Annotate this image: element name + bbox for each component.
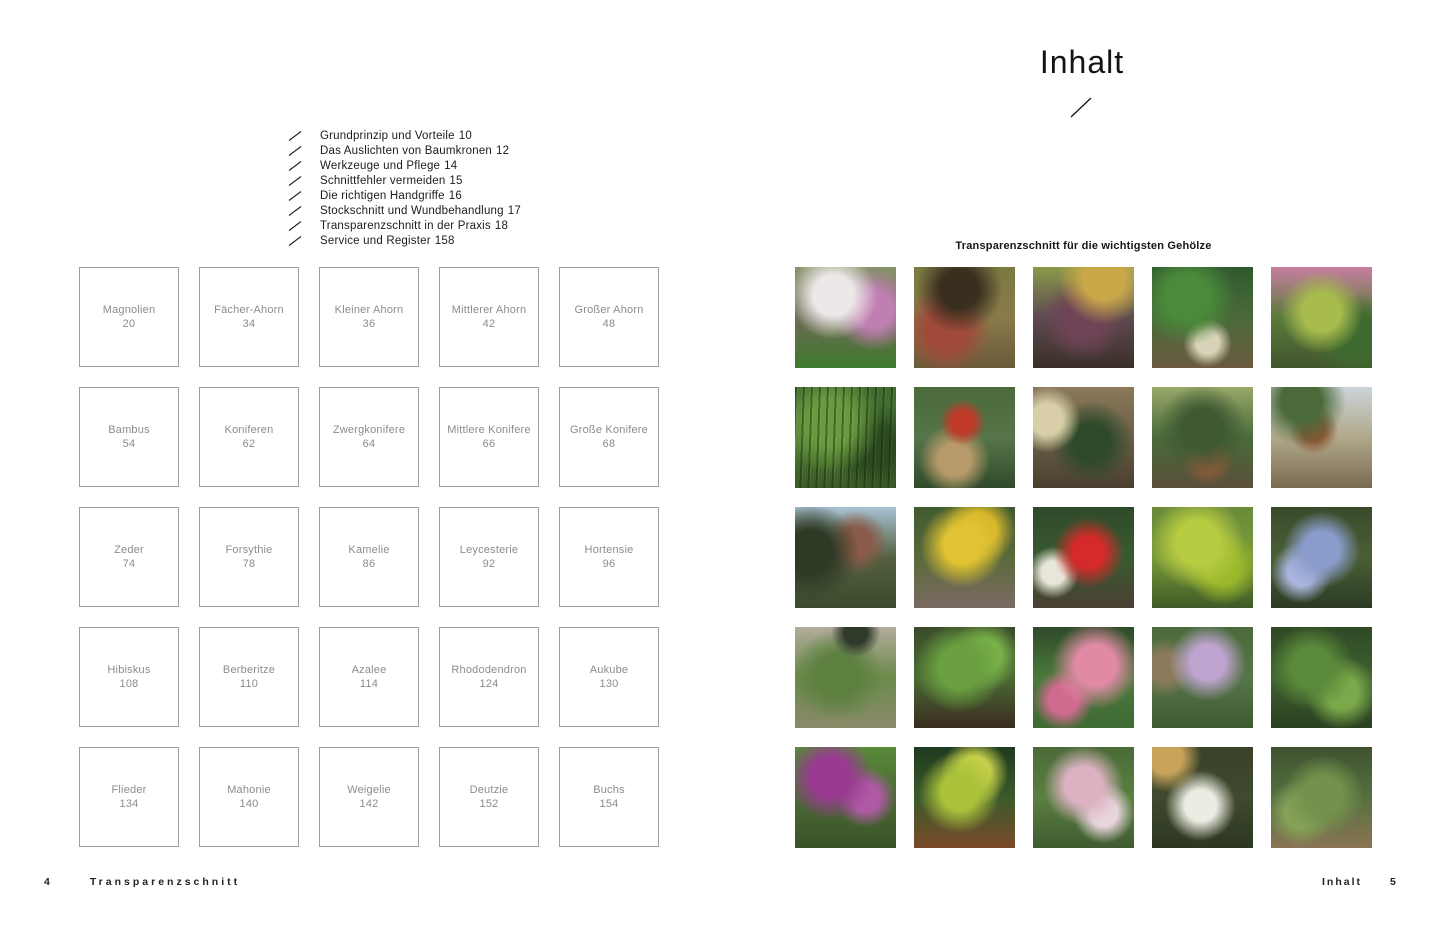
plant-photo-azalee (1033, 627, 1134, 728)
chapter-page: 152 (479, 798, 499, 810)
slash-icon (288, 130, 302, 142)
slash-icon (288, 205, 302, 217)
chapter-box (199, 267, 299, 367)
chapter-box (439, 747, 539, 847)
chapter-page: 142 (359, 798, 379, 810)
chapter-box (199, 747, 299, 847)
plant-photo-grosse-konifere (1271, 387, 1372, 488)
chapter-box (559, 627, 659, 727)
chapter-page: 54 (122, 438, 136, 450)
slash-icon (288, 220, 302, 232)
toc-list (288, 128, 521, 248)
chapter-grid (79, 267, 659, 847)
plant-photo-weigelie (1033, 747, 1134, 848)
chapter-page: 124 (479, 678, 499, 690)
toc-item-label: Die richtigen Handgriffe (320, 189, 445, 202)
chapter-name: Magnolien (102, 304, 156, 316)
chapter-box (199, 507, 299, 607)
chapter-box (559, 507, 659, 607)
chapter-name: Große Konifere (569, 424, 648, 436)
chapter-box (79, 627, 179, 727)
toc-item-label: Stockschnitt und Wundbehandlung (320, 204, 504, 217)
toc-item (288, 173, 521, 188)
chapter-box (439, 507, 539, 607)
chapter-name: Buchs (593, 784, 625, 796)
plant-photo-bambus (795, 387, 896, 488)
chapter-box (439, 387, 539, 487)
chapter-box (319, 627, 419, 727)
chapter-page: 134 (119, 798, 139, 810)
page-number-left: 4 (44, 876, 50, 888)
chapter-page: 108 (119, 678, 139, 690)
plant-photo-mahonie (914, 747, 1015, 848)
chapter-box (199, 387, 299, 487)
chapter-page: 154 (599, 798, 619, 810)
toc-item (288, 158, 521, 173)
toc-item (288, 143, 521, 158)
plant-photo-flieder (795, 747, 896, 848)
toc-item-label: Service und Register (320, 234, 431, 247)
toc-item-label: Werkzeuge und Pflege (320, 159, 441, 172)
chapter-page: 110 (239, 678, 259, 690)
chapter-box (439, 267, 539, 367)
chapter-page: 66 (482, 438, 496, 450)
toc-item (288, 218, 521, 233)
chapter-name: Kamelie (348, 544, 390, 556)
plant-photo-rhododendron (1152, 627, 1253, 728)
plant-photo-zeder (795, 507, 896, 608)
page-title: Inhalt (1039, 44, 1125, 80)
chapter-name: Leycesterie (459, 544, 519, 556)
chapter-name: Zeder (114, 544, 144, 556)
chapter-page: 34 (242, 318, 256, 330)
toc-item (288, 233, 521, 248)
plant-photo-kleiner-ahorn (1033, 267, 1134, 368)
plant-photo-koniferen (914, 387, 1015, 488)
footer-left (44, 876, 240, 888)
plant-photo-hortensie (1271, 507, 1372, 608)
title-slash-icon (1068, 94, 1094, 120)
slash-icon (288, 235, 302, 247)
chapter-box (199, 627, 299, 727)
toc-item-page: 12 (496, 144, 510, 157)
chapter-box (439, 627, 539, 727)
plant-photo-grosser-ahorn (1271, 267, 1372, 368)
chapter-page: 114 (359, 678, 379, 690)
chapter-page: 42 (482, 318, 496, 330)
slash-icon (288, 160, 302, 172)
chapter-box (559, 747, 659, 847)
chapter-box (79, 507, 179, 607)
plant-photo-mittlere-konifere (1152, 387, 1253, 488)
chapter-page: 96 (602, 558, 616, 570)
chapter-name: Deutzie (469, 784, 509, 796)
toc-item-label: Grundprinzip und Vorteile (320, 129, 455, 142)
toc-item (288, 203, 521, 218)
chapter-name: Aukube (589, 664, 629, 676)
chapter-box (559, 387, 659, 487)
chapter-name: Azalee (351, 664, 387, 676)
chapter-name: Fächer-Ahorn (214, 304, 284, 316)
toc-item-page: 158 (434, 234, 455, 247)
chapter-box (319, 387, 419, 487)
plant-photo-faecher-ahorn (914, 267, 1015, 368)
photo-grid-subtitle: Transparenzschnitt für die wichtigsten Gehölze (955, 240, 1212, 252)
toc-item-page: 15 (449, 174, 463, 187)
chapter-page: 48 (602, 318, 616, 330)
plant-photo-forsythie (914, 507, 1015, 608)
chapter-box (319, 507, 419, 607)
plant-photo-zwergkonifere (1033, 387, 1134, 488)
plant-photo-aukube (1271, 627, 1372, 728)
chapter-page: 62 (242, 438, 256, 450)
plant-photo-leycesterie (1152, 507, 1253, 608)
chapter-page: 86 (362, 558, 376, 570)
chapter-box (79, 387, 179, 487)
chapter-name: Mahonie (227, 784, 271, 796)
toc-item-page: 14 (444, 159, 458, 172)
plant-photo-deutzie (1152, 747, 1253, 848)
chapter-page: 68 (602, 438, 616, 450)
footer-section-left: Transparenzschnitt (89, 876, 241, 888)
chapter-name: Hortensie (584, 544, 634, 556)
plant-photo-hibiskus (795, 627, 896, 728)
photo-grid (795, 267, 1372, 848)
chapter-name: Bambus (108, 424, 150, 436)
chapter-name: Berberitze (222, 664, 276, 676)
chapter-box (319, 267, 419, 367)
slash-icon (288, 145, 302, 157)
chapter-box (559, 267, 659, 367)
chapter-box (79, 747, 179, 847)
chapter-name: Zwergkonifere (332, 424, 406, 436)
chapter-page: 140 (239, 798, 259, 810)
toc-item-page: 16 (448, 189, 462, 202)
toc-item-label: Transparenzschnitt in der Praxis (320, 219, 491, 232)
chapter-page: 74 (122, 558, 136, 570)
toc-item (288, 188, 521, 203)
chapter-page: 78 (242, 558, 256, 570)
slash-icon (288, 190, 302, 202)
toc-item-label: Das Auslichten von Baumkronen (320, 144, 493, 157)
chapter-name: Flieder (111, 784, 147, 796)
toc-item-page: 18 (494, 219, 509, 232)
chapter-name: Hibiskus (107, 664, 151, 676)
chapter-page: 92 (482, 558, 496, 570)
chapter-name: Mittlere Konifere (447, 424, 531, 436)
chapter-name: Mittlerer Ahorn (451, 304, 527, 316)
plant-photo-kamelie (1033, 507, 1134, 608)
plant-photo-berberitze (914, 627, 1015, 728)
chapter-page: 64 (362, 438, 376, 450)
chapter-page: 130 (599, 678, 619, 690)
footer-section-right: Inhalt (1322, 876, 1362, 888)
chapter-name: Weigelie (347, 784, 391, 796)
chapter-name: Koniferen (224, 424, 274, 436)
chapter-name: Rhododendron (451, 664, 527, 676)
toc-item-page: 17 (507, 204, 521, 217)
footer-right (1322, 876, 1396, 888)
toc-item-page: 10 (458, 129, 472, 142)
chapter-page: 20 (122, 318, 136, 330)
plant-photo-mittlerer-ahorn (1152, 267, 1253, 368)
chapter-box (79, 267, 179, 367)
plant-photo-magnolien (795, 267, 896, 368)
chapter-box (319, 747, 419, 847)
slash-icon (288, 175, 302, 187)
page-number-right: 5 (1390, 876, 1396, 888)
chapter-name: Forsythie (225, 544, 273, 556)
chapter-name: Großer Ahorn (574, 304, 644, 316)
chapter-name: Kleiner Ahorn (334, 304, 404, 316)
chapter-page: 36 (362, 318, 376, 330)
plant-photo-buchs (1271, 747, 1372, 848)
toc-item-label: Schnittfehler vermeiden (320, 174, 446, 187)
toc-item (288, 128, 521, 143)
